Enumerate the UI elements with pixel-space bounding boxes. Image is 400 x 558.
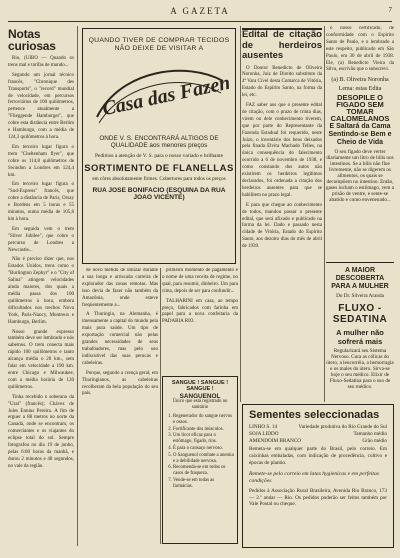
paragraph: de novo métido de utilizar durante a sua longa e arriscada carreira de explorador das zonas remotas. Mas isso devia de fazer não também da Amazônia, onde esteve freqüentemente a...	[82, 268, 158, 308]
list-item: 3. Um licor eficaz para o estômago, fígado, rins.	[173, 433, 235, 445]
page-header	[0, 0, 400, 24]
brand-swoosh-icon	[91, 59, 229, 131]
list-item: 5. O Sanguenol combate a anemia e a debilidade nervosa.	[173, 453, 235, 465]
ad-top-text: QUANDO TIVER DE COMPRAR TECIDOS NÃO DEIXE DE VISITAR A	[88, 37, 230, 52]
page-number: 7	[388, 6, 392, 14]
lema-text: Lema: estas Edita	[338, 86, 382, 93]
paragraph: o nosso certificado, de conformidade com o Espirito Santo de Paulo, e o lembrado a este respeito, publicado em São Paulo, em 30 de abril de 1938. Ele, (a) Benedicto Vieira da Silva, escrivão que o subscrevi.	[326, 26, 394, 73]
list-item: 7. Vende-se em todas as farmácias.	[173, 478, 235, 490]
paragraph: Porque, segundo a crença geral, em Thuringianos, as cabeleiras recolheram da bela população do seu país.	[82, 370, 158, 397]
column-2-right-lower	[162, 268, 238, 372]
ad-slogan: A mulher não sofrerá mais	[336, 328, 384, 346]
item-detail: Grão médio	[362, 437, 387, 444]
ad-brand: FLUXO - SEDATINA	[332, 303, 388, 325]
ad-desc: Remeta-se em qualquer parte do Brasil, pelo correio. Em caixinhas embaladas, com indicação de procedência, cultivo e épocas de plantio.	[249, 446, 387, 466]
paragraph: TALHARINI em casa, ao tempo preço, fabricados com farinha em papel para a nova confeitaria da PADARIA RIO.	[162, 298, 238, 325]
ad-fluxo-sedatina	[326, 262, 394, 400]
ad-brand-logo	[91, 59, 227, 131]
column-edital	[242, 26, 322, 426]
ad-title: A MAIOR DESCOBERTA PARA A MULHER	[331, 267, 389, 290]
ad-mid-text: ONDE V. S. ENCONTRARÁ ALTIGOS DE QUALIDADE aos menores preços	[99, 135, 219, 150]
item-detail: Variedade produtiva do Rio Grande do Sul	[298, 424, 387, 430]
ad-title: Sementes seleccionadas	[249, 409, 380, 421]
column-divider	[160, 268, 161, 544]
list-item: 6. Recomenda-se em todos os casos de fraqueza.	[173, 465, 235, 477]
ad-note: Remete-se pelo correio em latas hygienicas e em perfeitas condições	[249, 470, 379, 484]
list-item: 4. É para o cansaço nervoso.	[173, 446, 235, 452]
signature: (a) B. Oliveira Noronha	[331, 77, 389, 84]
column-notas-curiosas	[8, 26, 74, 546]
column-divider	[324, 26, 325, 402]
ad-subtitle: Único que está registrado no sanitário	[172, 399, 228, 411]
ad-desc: E Saltará da Cama Sentindo-se Bem e Cheio de Vida	[328, 122, 392, 146]
ad-small-text: em côres absolutamente firmes. Cobertores para todos os preços	[92, 176, 226, 183]
item-label: AMENDOIM BRANCO	[249, 437, 302, 444]
ad-line-text: Pedimos a atenção de V. S. para o nosso variado e brilhante	[94, 152, 224, 159]
header-rule	[8, 21, 392, 22]
item-label: SOJA LIDDO	[249, 430, 279, 437]
item-label: LINHO S. 14	[249, 424, 278, 430]
paragraph: primeiro momento de pagamento e o nome de uma receita de regime, no qual, para resumir, dinheiro. Um para cima, depois de ser para confundir...	[162, 268, 238, 294]
headline-notas-curiosas: Notas curiosas	[8, 27, 56, 53]
ad-header: SANGUE ! SANGUE ! SANGUE !	[171, 380, 229, 392]
brand-text: Casa das Fazendas	[100, 65, 229, 121]
ad-title: SANGUENOL	[179, 392, 221, 400]
list-item	[249, 424, 387, 431]
paragraph: E para que chegue ao conhecimento de todos, mandou passar o presente edital, que será afixado e publicado na forma da lei. Dado e passado nesta cidade de Vitória, Estado do Espírito Santo, aos dezoito dias do mês de abril de 1939.	[242, 202, 322, 250]
paragraph: O Doutor Benedicto de Oliveira Noronha, Juiz de Direito substituto da 4ª Vara Cível desta Comarca de Vitória, Estado do Espírito Santo, na forma da lei, etc.	[242, 65, 322, 99]
ad-headline: DESOPILE O FIGADO SEM TOMAR CALOMELANOS	[330, 93, 390, 123]
ad-sanguenol	[162, 376, 238, 544]
ad-list	[173, 414, 235, 490]
paragraph: FAZ saber aos que o presente edital de citação, com o prazo de trinta dias, virem ou dele conhecimento tiverem, que por parte do Representante da Fazenda Estadual foi requerido, neste Juízo, o inventário dos bens deixados pela finada Elvira Machado Telles, na única consequência do falecimento ocorrido a 6 de novembro de 1938, e como constando dos autos não existirem os herdeiros legítimos declarados, foi ordenada a citação dos herdeiros ausentes para que se habilitem no prazo legal.	[242, 103, 322, 198]
newspaper-title: A GAZETA	[170, 6, 230, 16]
paragraph: Em terceiro lugar figura o "Sud-Express" francês, que cobre a distância de Paris, Orsay e Bordéus em 5 horas e 55 minutos, numa média de 105,8 km à hora.	[8, 182, 74, 222]
column-divider	[240, 26, 241, 402]
paragraph: Tinha recebido o soberano da "Ural" (francês); Chávez de Jules Ennius Pereira. A fim de erguer a 88 metros no norte da Canadá, onde se encontram, os comerciantes e os viajantes do eclipse total do sol. Sempre fotografou no dia 19 de junho, pelas 6:00 horas da manhã, e durou 2 minutos e 48 segundos, no vale da região.	[8, 394, 74, 469]
paragraph: Rio, (UIBO — Quando os trens mal e tarifas de mundo...	[8, 56, 74, 68]
ad-casa-das-fazendas	[82, 28, 236, 264]
paragraph: Em seguida vem o trem "Silver Jubilee", que cobre o percurso de Londres a Newcastle...	[8, 226, 74, 253]
column-divider	[77, 26, 78, 546]
ad-footer: Pedidos à Associação Rural Brasileira, Avenida Rio Branco, 173 — 2.º andar — Rio. Os pedidos poderão ser feitos também por Vale Postal ou cheque.	[249, 488, 387, 508]
paragraph: Em terceiro lugar figura o trem "Cheltenham flyer", que cobre os 114,8 quilômetros de Swindon a Londres em 124,4 km.	[8, 144, 74, 178]
paragraph: Nosso grande expresso também deve ser lembrado e nós sabemos. O trem conecta mais rápido 100 quilômetros e tanto alcança média o 20 km., sem falar em velocidade a 190 km. entre Chicago e Milwaukee, com a média horária de 120 quilômetros.	[8, 329, 74, 390]
list-item: 1. Regenerador do sangue nervos e ossos.	[173, 414, 235, 426]
ad-address: RUA JOSE BONIFACIO (ESQUINA DA RUA JOAO VICENTE)	[92, 186, 226, 202]
edital-headline: Edital de citação de herdeiros ausentes	[242, 29, 322, 61]
column-4	[326, 26, 394, 258]
list-item: 2. Fortificante dos músculos.	[173, 427, 235, 433]
ad-body: Regularizará seu Sistema Nervoso. Cura as cólicas do útero, a leucorréia, a hemorragia e os males do útero. Sirva-se hoje o seu médico. Elixir de Fluxo-Sedatina para o uso de seu médico.	[326, 348, 394, 390]
column-2-left-lower	[82, 268, 158, 544]
item-detail: Tamanho médio	[353, 430, 387, 437]
ad-sementes	[242, 404, 394, 548]
ad-subtitle: Do Dr. Silveira Aranda	[336, 293, 384, 299]
list-item	[249, 431, 387, 438]
paragraph: Segundo um jornal técnico francês, "Chronique des Transports", o "record" mundial de velocidade, em percursos ferroviários de 100 quilômetros, pertence atualmente a "Flieggende Hamburger", que cobre esta distância entre Berlim e Hamburgo, com a média de 124,3 quilômetros à hora.	[8, 72, 74, 140]
paragraph: Não é preciso dizer que, nos Estados Unidos, trens como o "Burlington Zephyr" e o "City of Salina" atingem velocidades ainda maiores, dos quais a média passa dos 100 quilômetros à hora, embora dificultados nos trechos Nova York, Paris-Nancy, Montreux e Hamburgo, Berlim.	[8, 257, 74, 325]
ad-big-text: SORTIMENTO DE FLANELLAS	[84, 163, 234, 175]
list-item	[249, 438, 387, 445]
ad-sub: O seu fígado deve verter diariamente um litro de bílis nos intestinos. Se a bílis não flue livremente, não se digerem os alimentos, os quais se decompõem no intestino. Então, gases incham o estômago, vem a prisão de ventre, e sente-se abatido e como envenenado...	[326, 148, 394, 203]
edital-box	[242, 28, 322, 251]
paragraph: A Thuringia, na Alemanha, é imensamente a capital do mundo pela mais pura saúde. Um tipo de exportação comercial não pelas grandes necessidades de seus trabalhadores, mas pelo uso indiscutível das suas perucas e cabeleiras.	[82, 312, 158, 366]
